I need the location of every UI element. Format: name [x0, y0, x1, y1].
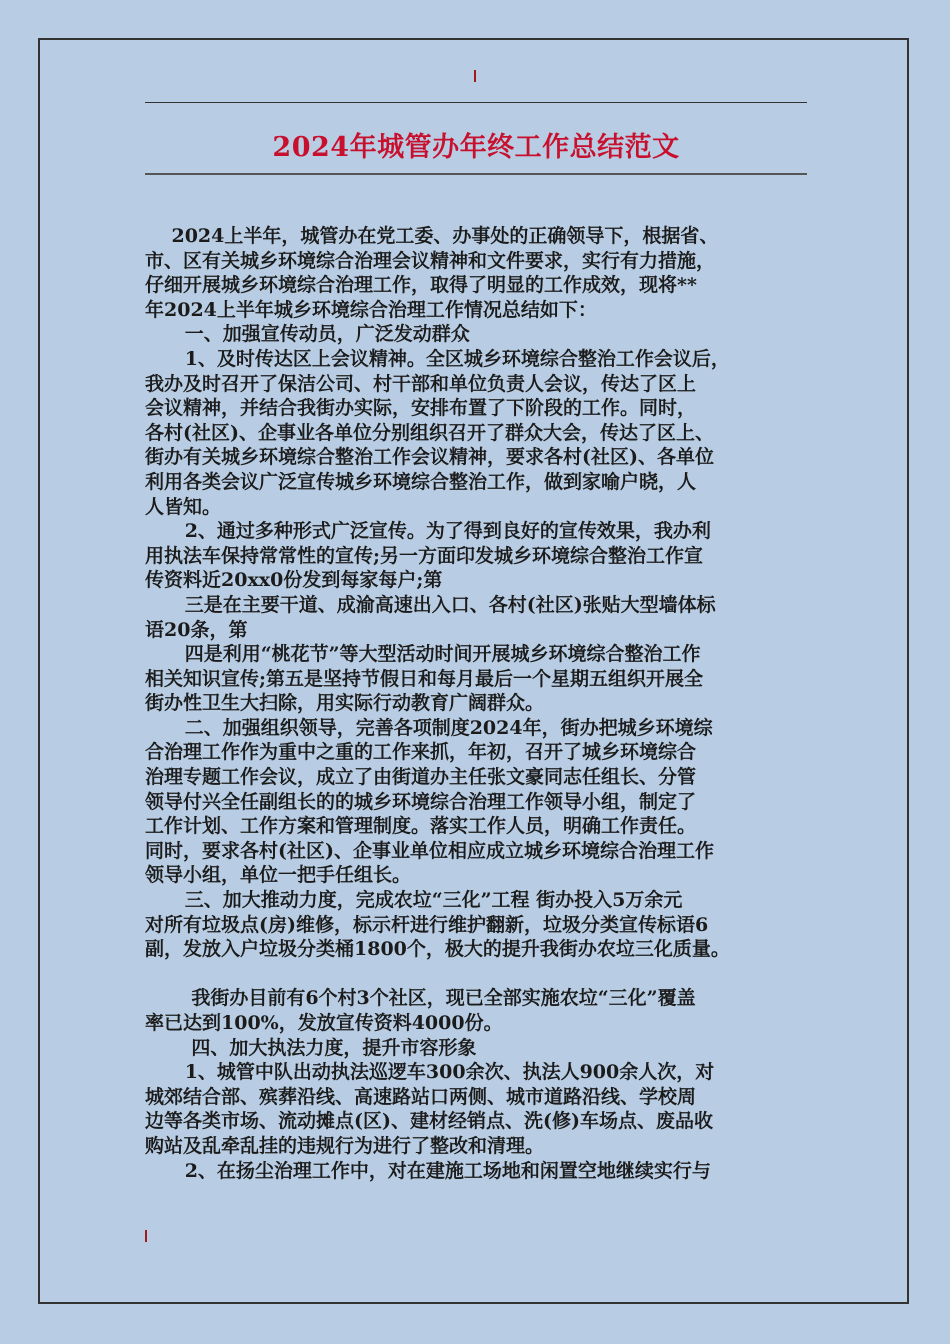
header-marker: [474, 70, 476, 82]
paragraph-4-2: 2、在扬尘治理工作中，对在建施工场地和闲置空地继续实行与: [145, 1159, 711, 1182]
footer-marker: [145, 1230, 147, 1242]
paragraph-section-2: 二、加强组织领导，完善各项制度2024年，街办把城乡环境综 合治理工作作为重中之重的工作来抓，年初，召开了城乡环境综合 治理专题工作会议，成立了由街道办主任张文豪同志任组长、分管 领导付兴全任副组长的的城乡环境综合治理工作领导小组，制定了 工作计划、工作方案和管理制度。落实工作人员，明确工作责任。 同时，要求各村(社区)、企事业单位相应成立城乡环境综合治理工作 领导小组，单位一把手任组长。: [145, 716, 714, 887]
paragraph-1-2: 2、通过多种形式广泛宣传。为了得到良好的宣传效果，我办利 用执法车保持常常性的宣传;另一方面印发城乡环境综合整治工作宣 传资料近20xx0份发到每家每户;第: [145, 520, 711, 592]
blank-line: [145, 962, 815, 987]
heading-section-1: 一、加强宣传动员，广泛发动群众: [145, 323, 470, 346]
title-underline: [145, 173, 807, 175]
paragraph-1-4: 四是利用“桃花节”等大型活动时间开展城乡环境综合整治工作 相关知识宣传;第五是坚持节假日和每月最后一个星期五组织开展全 街办性卫生大扫除，用实际行动教育广阔群众。: [145, 643, 704, 715]
paragraph-section-3: 三、加大推动力度，完成农垃“三化”工程 街办投入5万余元 对所有垃圾点(房)维修，标示杆进行维护翻新，垃圾分类宣传标语6 副，发放入户垃圾分类桶1800个，极大的提升我街办农垃三化质量。: [145, 889, 730, 961]
paragraph-1-1: 1、及时传达区上会议精神。全区城乡环境综合整治工作会议后， 我办及时召开了保洁公司、村干部和单位负责人会议，传达了区上 会议精神，并结合我街办实际，安排布置了下阶段的工作。同时， 各村(社区)、企事业各单位分别组织召开了群众大会，传达了区上、 街办有关城乡环境综合整治工作会议精神，要求各村(社区)、各单位 利用各类会议广泛宣传城乡环境综合整治工作，做到家喻户晓，人 人皆知。: [145, 347, 730, 518]
document-title: 2024年城管办年终工作总结范文: [272, 132, 680, 163]
heading-section-4: 四、加大执法力度，提升市容形象: [145, 1036, 477, 1059]
paragraph-intro: 2024上半年，城管办在党工委、办事处的正确领导下，根据省、 市、区有关城乡环境综合治理会议精神和文件要求，实行有力措施， 仔细开展城乡环境综合治理工作，取得了明显的工作成效，现将** 年2024上半年城乡环境综合治理工作情况总结如下：: [145, 225, 719, 321]
header-rule: [145, 102, 807, 103]
document-body: [145, 224, 815, 1183]
paragraph-1-3: 三是在主要干道、成渝高速出入口、各村(社区)张贴大型墙体标 语20条，第: [145, 593, 716, 641]
paragraph-4-1: 1、城管中队出动执法巡逻车300余次、执法人900余人次，对 城郊结合部、殡葬沿线、高速路站口两侧、城市道路沿线、学校周 边等各类市场、流动摊点(区)、建材经销点、洗(修)车场点、废品收 购站及乱牵乱挂的违规行为进行了整改和清理。: [145, 1061, 715, 1157]
paragraph-coverage: 我街办目前有6个村3个社区，现已全部实施农垃“三化”覆盖 率已达到100%，发放宣传资料4000份。: [145, 987, 696, 1034]
